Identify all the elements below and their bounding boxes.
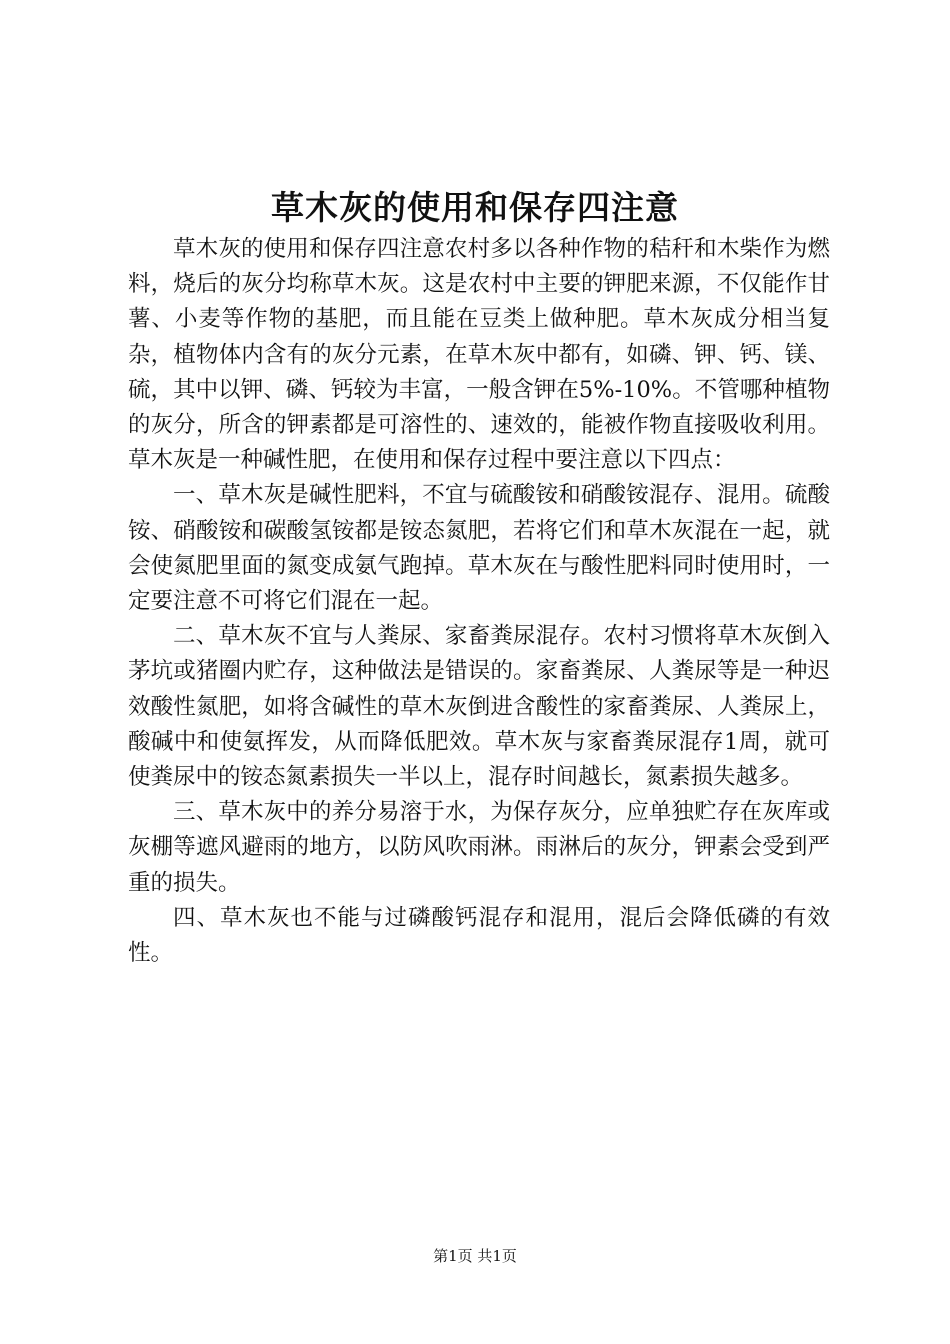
paragraph-point-1: 一、草木灰是碱性肥料，不宜与硫酸铵和硝酸铵混存、混用。硫酸铵、硝酸铵和碳酸氢铵都是铵态氮肥，若将它们和草木灰混在一起，就会使氮肥里面的氮变成氨气跑掉。草木灰在与酸性肥料同时使用时，一定要注意不可将它们混在一起。 [128, 482, 830, 615]
paragraph-intro: 草木灰的使用和保存四注意农村多以各种作物的秸秆和木柴作为燃料，烧后的灰分均称草木灰。这是农村中主要的钾肥来源，不仅能作甘薯、小麦等作物的基肥，而且能在豆类上做种肥。草木灰成分相当复杂，植物体内含有的灰分元素，在草木灰中都有，如磷、钾、钙、镁、硫，其中以钾、磷、钙较为丰富，一般含钾在5%-10%。不管哪种植物的灰分，所含的钾素都是可溶性的、速效的，能被作物直接吸收利用。草木灰是一种碱性肥，在使用和保存过程中要注意以下四点： [128, 236, 830, 474]
paragraph-point-3: 三、草木灰中的养分易溶于水，为保存灰分，应单独贮存在灰库或灰棚等遮风避雨的地方，以防风吹雨淋。雨淋后的灰分，钾素会受到严重的损失。 [128, 799, 830, 896]
document-body [128, 232, 830, 971]
document-title: 草木灰的使用和保存四注意 [271, 188, 679, 227]
paragraph-point-2: 二、草木灰不宜与人粪尿、家畜粪尿混存。农村习惯将草木灰倒入茅坑或猪圈内贮存，这种做法是错误的。家畜粪尿、人粪尿等是一种迟效酸性氮肥，如将含碱性的草木灰倒进含酸性的家畜粪尿、人粪尿上，酸碱中和使氨挥发，从而降低肥效。草木灰与家畜粪尿混存1周，就可使粪尿中的铵态氮素损失一半以上，混存时间越长，氮素损失越多。 [128, 623, 830, 791]
page-number-footer: 第1页 共1页 [433, 1247, 517, 1265]
paragraph-point-4: 四、草木灰也不能与过磷酸钙混存和混用，混后会降低磷的有效性。 [128, 904, 830, 967]
